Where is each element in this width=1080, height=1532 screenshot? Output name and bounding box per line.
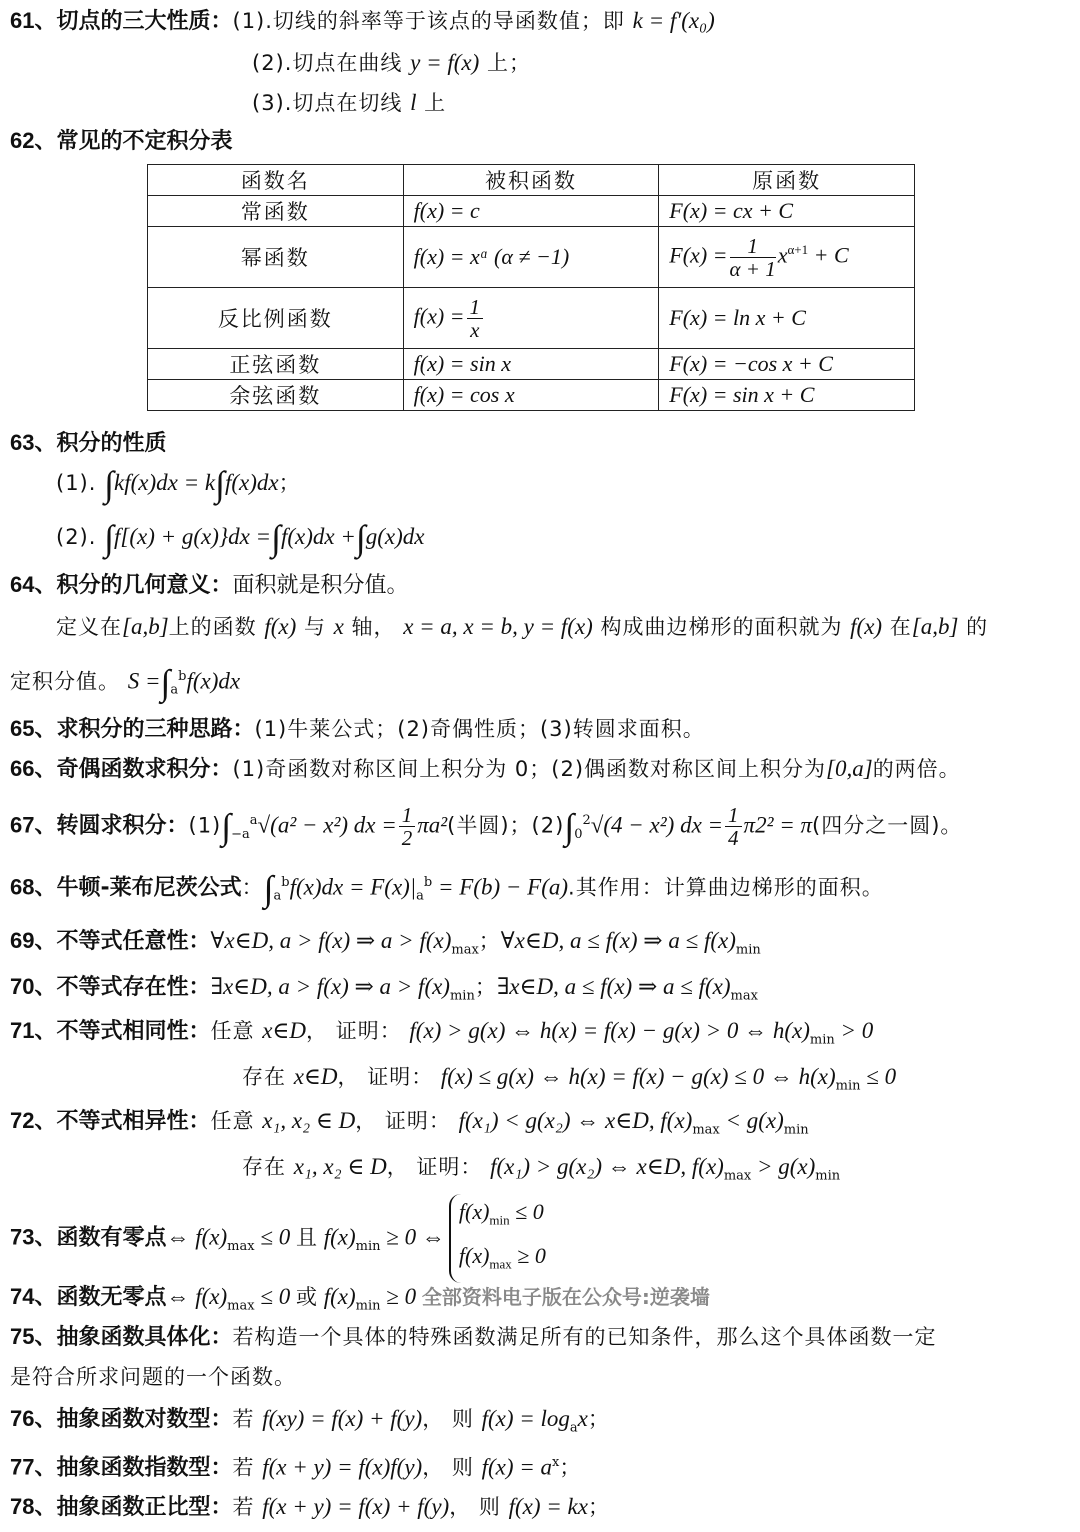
item-68: 68、牛顿-莱布尼茨公式：$\int_a^bf(x)dx = F(x)|_a^b = F(b) - F(a)$.其作用：计算曲边梯形的面积。 <box>10 868 884 909</box>
item-61-line3: (3).切点在切线 l 上 <box>252 90 447 115</box>
integral-table <box>147 164 915 411</box>
watermark-text: 全部资料电子版在公众号:逆袭墙 <box>421 1285 710 1309</box>
item-70: 70、不等式存在性：∃x∈D, a > f(x) ⇒ $a > f(x)_{min}$；∃x∈D, a ≤ f(x) ⇒ $a \le f(x)_{max}$ <box>10 974 758 1004</box>
table-header-row <box>148 165 915 196</box>
table-row: 正弦函数 f(x) = sin x F(x) = −cos x + C <box>148 349 915 380</box>
table-header: 函数名 <box>148 165 404 196</box>
item-77: 77、抽象函数指数型：若 f(x + y) = f(x)f(y)， 则 $f(x) = a^x$； <box>10 1454 582 1481</box>
table-header: 原函数 <box>659 165 915 196</box>
table-header: 被积函数 <box>403 165 659 196</box>
item-72: 72、不等式相异性：任意 x₁, x₂ ∈ D， 证明： f(x₁) < g(x₂) ⇔ x∈D, $f(x)_{max} < g(x)_{min}$ <box>10 1108 809 1138</box>
item-73: 73、函数有零点⇔ $f(x)_{max} \le 0$ 且 $f(x)_{min} \ge 0$ ⇔ $f(x)_{min} \le 0$ $f(x)_{max} \ge 0$ <box>10 1194 546 1285</box>
item-62: 62、常见的不定积分表 <box>10 128 233 154</box>
item-66: 66、奇偶函数求积分：(1)奇函数对称区间上积分为 0；(2)偶函数对称区间上积分为[0,a]的两倍。 <box>10 756 961 782</box>
item-63-line1: (1). ∫kf(x)dx = k∫f(x)dx； <box>56 464 301 504</box>
item-61-line2: (2).切点在曲线 y = f(x) 上； <box>252 50 531 75</box>
table-row: 常函数 f(x) = c F(x) = cx + C <box>148 196 915 227</box>
item-78: 78、抽象函数正比型：若 f(x + y) = f(x) + f(y)， 则 f(x) = kx； <box>10 1494 610 1520</box>
item-69: 69、不等式任意性：∀x∈D, a > f(x) ⇒ $a > f(x)_{max}$；∀x∈D, a ≤ f(x) ⇒ $a \le f(x)_{min}$ <box>10 928 761 958</box>
item-61: 61、切点的三大性质：(1).切线的斜率等于该点的导函数值；即 k = f′(x₀) <box>10 8 715 34</box>
item-71: 71、不等式相同性：任意 x∈D， 证明： f(x) > g(x) ⇔ h(x) = f(x) − g(x) > 0 ⇔ $h(x)_{min} > 0$ <box>10 1018 874 1048</box>
item-64-line2: 定积分值。 $S =\int_a^bf(x)dx$ <box>10 662 241 703</box>
table-row: 余弦函数 f(x) = cos x F(x) = sin x + C <box>148 380 915 411</box>
item-number: 61、 <box>10 8 57 33</box>
item-75-line2: 是符合所求问题的一个函数。 <box>10 1365 296 1389</box>
item-63-line2: (2). ∫f[(x) + g(x)}dx =∫f(x)dx +∫g(x)dx <box>56 518 425 558</box>
item-71-line2: 存在 x∈D， 证明： f(x) ≤ g(x) ⇔ h(x) = f(x) − g(x) ≤ 0 ⇔ $h(x)_{min} \le 0$ <box>242 1064 897 1094</box>
item-64: 64、积分的几何意义：面积就是积分值。 <box>10 572 409 598</box>
item-75: 75、抽象函数具体化：若构造一个具体的特殊函数满足所有的已知条件，那么这个具体函数一定 <box>10 1324 937 1350</box>
piecewise-brace: $f(x)_{min} \le 0$ $f(x)_{max} \ge 0$ <box>449 1194 546 1283</box>
item-72-line2: 存在 x₁, x₂ ∈ D， 证明： f(x₁) > g(x₂) ⇔ x∈D, $f(x)_{max} > g(x)_{min}$ <box>242 1154 841 1184</box>
item-title: 切点的三大性质： <box>56 9 233 34</box>
item-65: 65、求积分的三种思路：(1)牛莱公式；(2)奇偶性质；(3)转圆求面积。 <box>10 716 705 742</box>
item-64-line1: 定义在[a,b]上的函数 f(x) 与 x 轴， x = a, x = b, y = f(x) 构成曲边梯形的面积就为 f(x) 在[a,b] 的 <box>56 614 989 639</box>
item-63: 63、积分的性质 <box>10 430 167 456</box>
table-row: 反比例函数 f(x) = $\frac{1}{x}$ F(x) = ln x + C <box>148 288 915 349</box>
table-row: 幂函数 f(x) = xᵅ (α ≠ −1) F(x) = $\frac{1}{\alpha + 1}$ $x^{\alpha+1} + C$ <box>148 227 915 288</box>
item-76: 76、抽象函数对数型：若 f(xy) = f(x) + f(y)， 则 $f(x) = \log_ax$； <box>10 1406 610 1436</box>
item-74: 74、函数无零点⇔ $f(x)_{max} \le 0$ 或 $f(x)_{min} \ge 0$ 全部资料电子版在公众号:逆袭墙 <box>10 1284 710 1314</box>
item-67: 67、转圆求积分：$(1)\int_{-a}^a√(a^2 - x^2)$ dx = $\frac{1}{2}$ πa²(半圆)；$(2)\int_0^2√(4 - x^2)$ dx = $\frac{1}{4}$ π2² = π(四分之一圆)。 <box>10 803 963 850</box>
